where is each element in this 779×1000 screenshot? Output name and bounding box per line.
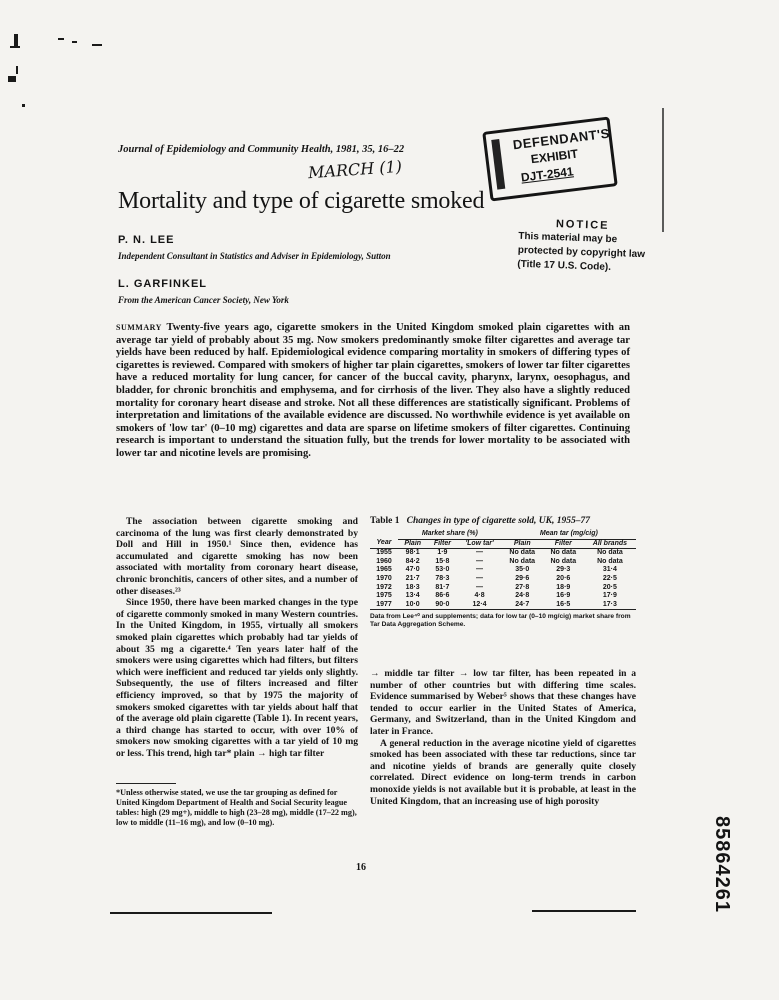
table-column-header: Plain — [404, 539, 422, 547]
table-cell: 17·9 — [602, 592, 617, 600]
stamp-line-3: DJT-2541 — [520, 164, 575, 185]
stamp-side-bar — [491, 139, 505, 190]
table-cell: 35·0 — [515, 566, 530, 574]
table-cell: — — [476, 574, 484, 582]
table-cell: 1960 — [376, 557, 392, 565]
table-row — [370, 566, 636, 575]
table-cell: No data — [597, 549, 623, 557]
table-cell: 24·8 — [515, 592, 530, 600]
table-cell: 1972 — [376, 583, 392, 591]
table-cell: 21·7 — [405, 574, 420, 582]
table-label: Table 1 — [370, 516, 400, 526]
table-cell: 98·1 — [405, 549, 420, 557]
exhibit-stamp — [482, 116, 618, 201]
scan-mark — [72, 41, 77, 43]
table-title: Changes in type of cigarette sold, UK, 1955–77 — [406, 516, 591, 526]
table-cell: 53·0 — [435, 566, 450, 574]
stamp-line-2: EXHIBIT — [530, 146, 579, 167]
page-number: 16 — [356, 862, 366, 873]
scan-mark — [10, 46, 20, 48]
table-cell: No data — [550, 549, 577, 557]
table-cell: — — [476, 557, 484, 565]
table-cell: 78·3 — [435, 574, 450, 582]
table-caption — [370, 516, 636, 526]
table-column-header: Plain — [513, 539, 531, 547]
table-cell: 1977 — [376, 600, 392, 608]
author-affiliation: From the American Cancer Society, New York — [118, 295, 289, 305]
body-paragraph: → middle tar filter → low tar filter, has been repeated in a number of other countries but with differing time scales. Evidence summarised by Weber⁵ shows that these changes have tended to occur earlier in the United States of America, Germany, and Switzerland, than in the United Kingdom and later in France. — [370, 668, 636, 737]
table-column-header: All brands — [592, 539, 628, 547]
table-cell: 10·0 — [405, 600, 420, 608]
table-row — [370, 584, 636, 593]
table-cell: 17·3 — [602, 600, 617, 608]
summary-label: SUMMARY — [116, 323, 162, 332]
table-row — [370, 558, 636, 567]
table-cell: 81·7 — [435, 583, 450, 591]
scan-mark — [110, 912, 272, 914]
scan-mark — [22, 104, 25, 107]
table-column-header: Filter — [554, 539, 572, 547]
table-cell: 15·8 — [435, 557, 450, 565]
author-name: L. GARFINKEL — [118, 278, 207, 290]
scan-mark — [662, 108, 664, 232]
table-1 — [370, 516, 636, 629]
table-cell: 24·7 — [515, 600, 530, 608]
table-cell: — — [476, 549, 484, 557]
table-cell: 20·6 — [556, 574, 571, 582]
scan-mark — [16, 66, 18, 74]
table-column-header: Year — [376, 539, 392, 547]
table-cell: 29·6 — [515, 574, 530, 582]
table-cell: No data — [550, 557, 577, 565]
table-header-row — [370, 539, 636, 549]
scan-mark — [8, 76, 16, 82]
table-cell: 20·5 — [602, 583, 617, 591]
table-column-header: Filter — [433, 539, 451, 547]
table-cell: 84·2 — [405, 557, 420, 565]
bates-number: 85864261 — [711, 816, 733, 913]
article-title: Mortality and type of cigarette smoked — [118, 188, 485, 214]
copyright-notice — [517, 216, 647, 276]
table-row — [370, 549, 636, 558]
table-cell: 31·4 — [602, 566, 617, 574]
scan-mark — [58, 38, 64, 40]
table-grid — [370, 530, 636, 610]
table-group-header: Market share (%) — [398, 530, 502, 539]
table-cell: 1·9 — [437, 549, 448, 557]
table-cell: No data — [509, 549, 536, 557]
notice-text: This material may be protected by copyright law (Title 17 U.S. Code). — [517, 230, 646, 274]
table-cell: 86·6 — [435, 592, 450, 600]
footnote-rule — [116, 783, 176, 784]
table-row — [370, 592, 636, 601]
author-name: P. N. LEE — [118, 234, 175, 246]
author-affiliation: Independent Consultant in Statistics and Adviser in Epidemiology, Sutton — [118, 251, 391, 261]
table-note: Data from Lee⁴⁰ and supplements; data for low tar (0–10 mg/cig) market share from Tar Data Aggregation Scheme. — [370, 613, 631, 629]
body-paragraph: A general reduction in the average nicotine yield of cigarettes smoked has been associated with these tar reductions, since tar and nicotine yields of brands are generally quite closely correlated. Direct evidence on long-term trends in carbon monoxide yields is not available but it is probable, at least in the United Kingdom, that an increasing use of high porosity — [370, 737, 636, 807]
table-cell: 1965 — [376, 566, 392, 574]
table-cell: — — [476, 566, 484, 574]
table-cell: 47·0 — [405, 566, 420, 574]
table-cell: 4·8 — [474, 592, 485, 600]
stamp-line-1: DEFENDANT'S — [512, 125, 611, 153]
table-column-header: 'Low tar' — [465, 539, 494, 547]
table-cell: 18·3 — [405, 583, 420, 591]
body-paragraph: The association between cigarette smoking and carcinoma of the lung was first clearly demonstrated by Doll and Hill in 1950.¹ Since then, evidence has accumulated and cigarette smoking has now been associated with mortality from coronary heart disease, chronic bronchitis, cancers of other sites, and a number of other diseases.²³ — [116, 516, 358, 597]
table-cell: 22·5 — [602, 574, 617, 582]
footnote: *Unless otherwise stated, we use the tar grouping as defined for United Kingdom Department of Health and Social Security league tables: high (29 mg+), middle to high (23–28 mg), middle (17–22 mg), low to middle (11–16 mg), and low (0–10 mg). — [116, 788, 357, 827]
table-cell: No data — [509, 557, 536, 565]
table-cell: 90·0 — [435, 600, 450, 608]
table-header-spacer — [370, 530, 398, 539]
scan-mark — [532, 910, 636, 912]
table-cell: 1955 — [376, 549, 392, 557]
abstract — [116, 322, 630, 461]
table-row — [370, 575, 636, 584]
table-cell: 18·9 — [556, 583, 571, 591]
table-cell: — — [476, 583, 484, 591]
table-cell: 29·3 — [556, 566, 571, 574]
table-cell: 13·4 — [405, 592, 420, 600]
table-cell: 1970 — [376, 574, 392, 582]
table-cell: 12·4 — [472, 600, 487, 608]
table-group-header: Mean tar (mg/cig) — [502, 530, 636, 539]
body-paragraph: Since 1950, there have been marked changes in the type of cigarette commonly smoked in many Western countries. In the United Kingdom, in 1955, virtually all smokers smoked plain cigarettes which probably had tar yields of about 35 mg a cigarette.⁴ Ten years later half of the smokers were using cigarettes which had filters, but filters which were inefficient and reduced tar yields only slightly. Subsequently, the use of filters increased and filter efficiency improved, so that by 1975 the majority of smokers smoked cigarettes with tar yields about half that of the average old plain cigarette (Table 1). In recent years, a third change has started to occur, with over 10% of smokers now smoking cigarettes with a tar yield of 10 mg or less. This trend, high tar* plain → high tar filter — [116, 597, 358, 759]
handwritten-note: MARCH (1) — [307, 156, 403, 183]
left-column — [116, 516, 358, 759]
table-cell: 16·9 — [556, 592, 571, 600]
table-row — [370, 601, 636, 610]
right-column — [370, 668, 636, 807]
table-cell: No data — [597, 557, 623, 565]
journal-citation: Journal of Epidemiology and Community Health, 1981, 35, 16–22 — [118, 144, 405, 155]
table-cell: 27·8 — [515, 583, 530, 591]
notice-heading: NOTICE — [555, 218, 610, 232]
summary-text: Twenty-five years ago, cigarette smokers in the United Kingdom smoked plain cigarettes with an average tar yield of probably about 35 mg. Now smokers predominantly smoke filter cigarettes and average tar yields have been reduced by half. Epidemiological evidence comparing mortality in smokers of differing types of cigarettes is reviewed. Compared with smokers of higher tar plain cigarettes, smokers of lower tar filter cigarettes have a reduced mortality for lung cancer, for cancer of the buccal cavity, pharynx, larynx, oesophagus, and bladder, for chronic bronchitis and emphysema, and for cirrhosis of the liver. They also have a slightly reduced mortality for coronary heart disease and stroke. Not all these differences are statistically significant. Problems of interpretation and limitations of the available evidence are discussed. No worthwhile evidence is yet available on smokers of 'low tar' (0–10 mg) cigarettes and data are sparse on lifetime smokers of filter cigarettes. Continuing research is important to understand the situation fully, but the trends for lower mortality to be associated with lower tar and nicotine levels are promising. — [116, 322, 630, 459]
scan-mark — [92, 44, 102, 46]
table-cell: 1975 — [376, 592, 392, 600]
table-cell: 16·5 — [556, 600, 571, 608]
